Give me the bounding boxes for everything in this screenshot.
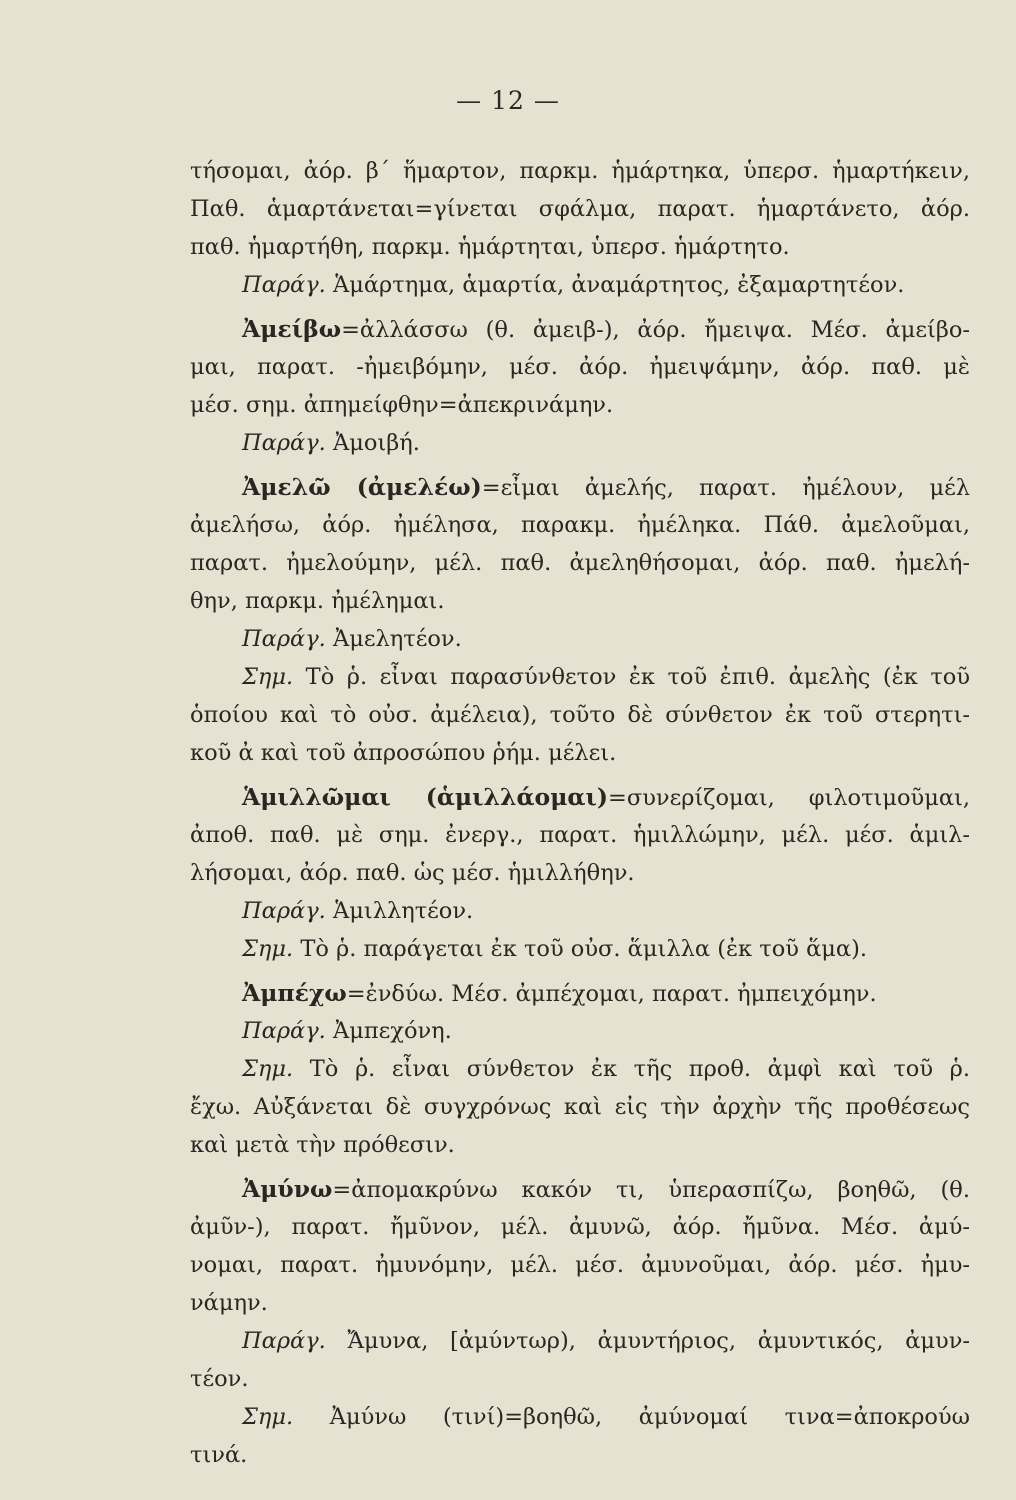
text-line [190,734,970,772]
text-line [190,1284,970,1322]
entry-text: =εἶμαι ἀμελής, παρατ. ἠμέλουν, μέλ [481,475,970,501]
entry-headword: Ἀμελῶ (ἀμελέω) [242,473,482,501]
text-line [190,1126,970,1164]
dictionary-text [190,152,970,1474]
entry-text: Τὸ ῥ. παράγεται ἐκ τοῦ οὐσ. ἅμιλλα (ἐκ τοῦ ἅμα). [293,936,868,962]
entry-text: νάμην. [190,1290,268,1316]
entry-label: Σημ. [242,936,294,962]
text-line [190,1050,970,1088]
page-number: — 12 — [456,86,560,115]
entry-text: ἀμελήσω, ἀόρ. ἠμέλησα, παρακμ. ἠμέληκα. Πάθ. ἀμελοῦμαι, [190,512,970,538]
text-line [190,1088,970,1126]
entry-text: Τὸ ῥ. εἶναι παρασύνθετον ἐκ τοῦ ἐπιθ. ἀμελὴς (ἐκ τοῦ [293,664,970,690]
entry-text: Τὸ ῥ. εἶναι σύνθετον ἐκ τῆς προθ. ἀμφὶ καὶ τοῦ ῥ. [293,1056,970,1082]
entry-label: Σημ. [242,664,294,690]
text-line [190,658,970,696]
text-line [190,468,970,506]
text-line [190,1012,970,1050]
entry-text: =ἀπομακρύνω κακόν τι, ὑπερασπίζω, βοηθῶ, (θ. [332,1177,970,1203]
entry-label: Παράγ. [242,1018,326,1044]
text-line [190,1322,970,1360]
text-line [190,892,970,930]
entry-text: Ἁμάρτημα, ἁμαρτία, ἀναμάρτητος, ἐξαμαρτητέον. [325,272,905,298]
text-line [190,930,970,968]
entry-headword: Ἁμιλλῶμαι (ἁμιλλάομαι) [242,783,608,811]
entry-text: ἀποθ. παθ. μὲ σημ. ἐνεργ., παρατ. ἡμιλλώμην, μέλ. μέσ. ἁμιλ- [190,822,970,848]
entry-text: Ἁμιλλητέον. [325,898,474,924]
text-line [190,348,970,386]
entry-label: Παράγ. [242,898,326,924]
text-line [190,228,970,266]
text-line [190,816,970,854]
entry-label: Παράγ. [242,272,326,298]
entry-text: Ἀμύνω (τινί)=βοηθῶ, ἀμύνομαί τινα=ἀποκρούω [293,1404,970,1430]
entry-text: τινά. [190,1442,248,1468]
entry-text: μαι, παρατ. -ἠμειβόμην, μέσ. ἀόρ. ἠμειψάμην, ἀόρ. παθ. μὲ [190,354,970,380]
text-line [190,1436,970,1474]
text-line [190,1208,970,1246]
text-line [190,152,970,190]
text-line [190,190,970,228]
text-line [190,424,970,462]
entry-headword: Ἀμπέχω [242,979,347,1007]
entry-text: ἔχω. Αὐξάνεται δὲ συγχρόνως καὶ εἰς τὴν ἀρχὴν τῆς προθέσεως [190,1094,970,1120]
entry-text: τήσομαι, ἀόρ. β΄ ἥμαρτον, παρκμ. ἡμάρτηκα, ὑπερσ. ἡμαρτήκειν, [190,158,970,184]
entry-text: θην, παρκμ. ἠμέλημαι. [190,588,445,614]
text-line [190,544,970,582]
entry-text: Ἀμελητέον. [325,626,462,652]
entry-text: μέσ. σημ. ἀπημείφθην=ἀπεκρινάμην. [190,392,614,418]
entry-text: ἀμῦν-), παρατ. ἤμῦνον, μέλ. ἀμυνῶ, ἀόρ. ἤμῦνα. Μέσ. ἀμύ- [190,1214,970,1240]
text-line [190,778,970,816]
entry-label: Παράγ. [242,626,326,652]
text-line [190,386,970,424]
entry-text: καὶ μετὰ τὴν πρόθεσιν. [190,1132,455,1158]
entry-label: Παράγ. [242,1328,326,1354]
text-line [190,310,970,348]
text-line [190,266,970,304]
text-line [190,506,970,544]
text-line [190,974,970,1012]
text-line [190,1398,970,1436]
entry-label: Παράγ. [242,430,326,456]
text-line [190,854,970,892]
entry-text: τέον. [190,1366,249,1392]
entry-label: Σημ. [242,1056,294,1082]
text-line [190,696,970,734]
entry-text: =συνερίζομαι, φιλοτιμοῦμαι, [608,785,970,811]
entry-text: =ἐνδύω. Μέσ. ἀμπέχομαι, παρατ. ἠμπειχόμην. [346,981,877,1007]
text-line [190,1360,970,1398]
text-line [190,1170,970,1208]
text-line [190,582,970,620]
entry-text: κοῦ ἀ καὶ τοῦ ἀπροσώπου ῥήμ. μέλει. [190,740,617,766]
entry-text: Ἄμυνα, [ἀμύντωρ), ἀμυντήριος, ἀμυντικός, ἀμυν- [325,1328,970,1354]
entry-label: Σημ. [242,1404,294,1430]
entry-text: Ἀμπεχόνη. [325,1018,452,1044]
entry-headword: Ἀμύνω [242,1175,333,1203]
entry-text: λήσομαι, ἀόρ. παθ. ὡς μέσ. ἡμιλλήθην. [190,860,635,886]
entry-text: παρατ. ἠμελούμην, μέλ. παθ. ἀμεληθήσομαι, ἀόρ. παθ. ἠμελή- [190,550,970,576]
text-line [190,620,970,658]
entry-text: =ἀλλάσσω (θ. ἀμειβ-), ἀόρ. ἤμειψα. Μέσ. ἀμείβο- [341,317,970,343]
entry-text: Ἀμοιβή. [325,430,420,456]
entry-headword: Ἀμείβω [242,315,342,343]
entry-text: νομαι, παρατ. ἠμυνόμην, μέλ. μέσ. ἀμυνοῦμαι, ἀόρ. μέσ. ἠμυ- [190,1252,970,1278]
entry-text: παθ. ἡμαρτήθη, παρκμ. ἡμάρτηται, ὑπερσ. ἡμάρτητο. [190,234,790,260]
text-line [190,1246,970,1284]
entry-text: Παθ. ἁμαρτάνεται=γίνεται σφάλμα, παρατ. ἡμαρτάνετο, ἀόρ. [190,196,970,222]
entry-text: ὁποίου καὶ τὸ οὐσ. ἀμέλεια), τοῦτο δὲ σύνθετον ἐκ τοῦ στερητι- [190,702,970,728]
